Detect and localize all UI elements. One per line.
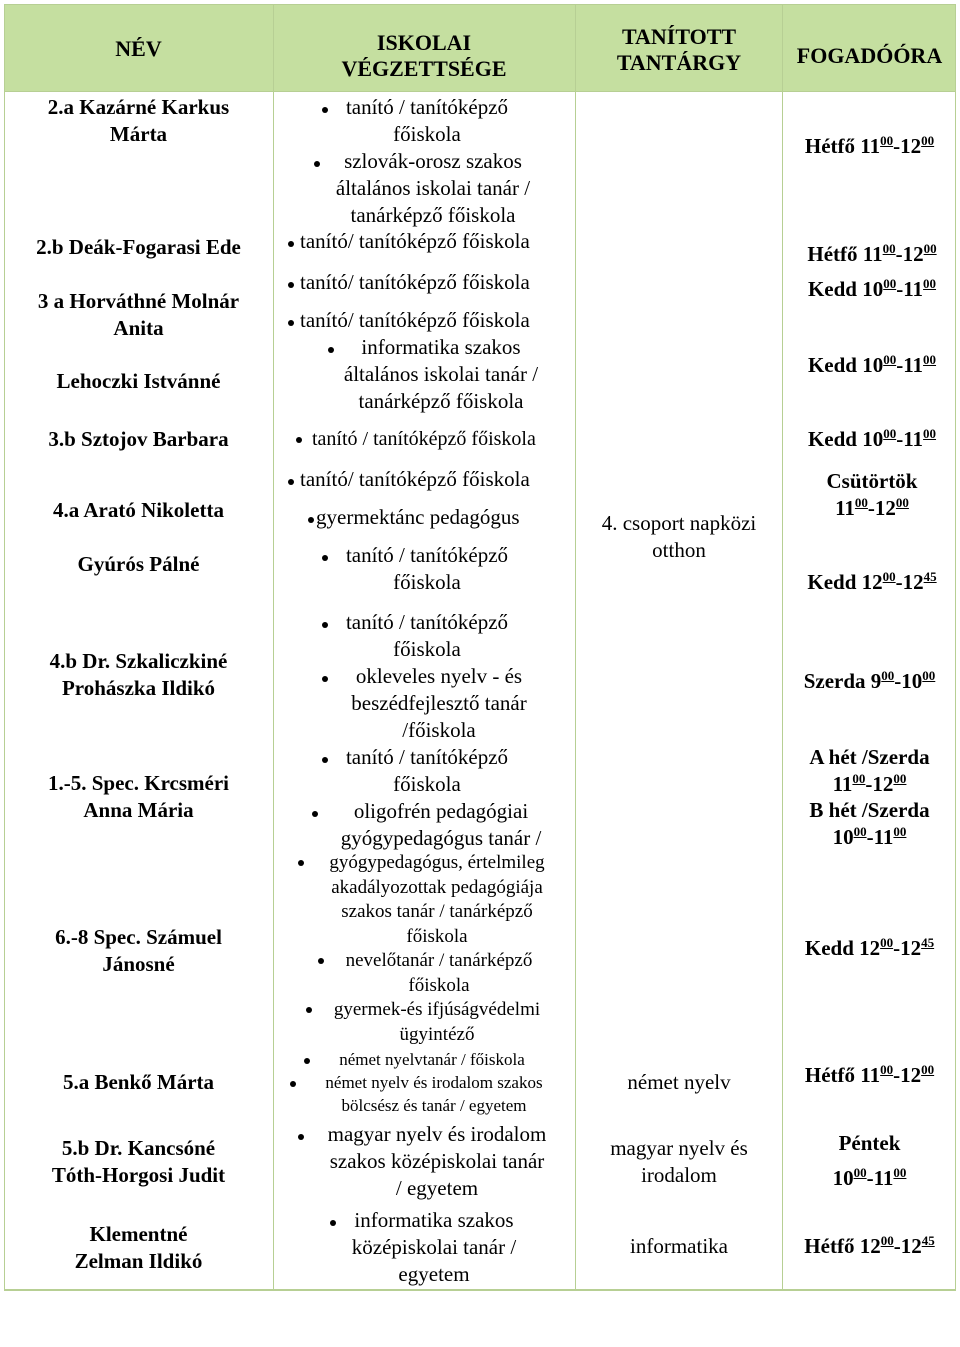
office-hour-5b: Péntek $10^{00}-11^{00}$ xyxy=(832,1131,907,1190)
bullet xyxy=(290,1081,296,1087)
teacher-name-4b: 4.b Dr. Szkaliczkiné Prohászka Ildikó xyxy=(49,649,228,700)
bullet xyxy=(322,757,328,763)
office-hour-spec-6-8: Kedd $12^{00}-12^{45}$ xyxy=(804,935,935,960)
qualification-5b-1: magyar nyelv és irodalom szakos középiskolai tanár / egyetem xyxy=(327,1122,547,1200)
row-divider xyxy=(4,1289,956,1290)
qualification-4b-2: okleveles nyelv - és beszédfejlesztő tanár /főiskola xyxy=(351,664,527,742)
bullet xyxy=(298,1134,304,1140)
row-divider xyxy=(4,91,956,92)
office-hour-klementne: Hétfő $12^{00}-12^{45}$ xyxy=(804,1233,935,1258)
teacher-name-spec-1-5: 1.-5. Spec. Krcsméri Anna Mária xyxy=(48,771,229,822)
teacher-name-4a-1: 4.a Arató Nikoletta xyxy=(53,498,224,522)
subject-klementne: informatika xyxy=(630,1234,728,1258)
bullet xyxy=(314,161,320,167)
teacher-name-5b: 5.b Dr. Kancsóné Tóth-Horgosi Judit xyxy=(51,1136,226,1187)
teacher-name-spec-6-8: 6.-8 Spec. Számuel Jánosné xyxy=(55,925,222,976)
office-hour-3a-2: Kedd $10^{00}-11^{00}$ xyxy=(807,352,937,377)
bullet xyxy=(288,320,294,326)
header-vegzettseg-1: ISKOLAI xyxy=(376,30,472,55)
office-hour-4b: Szerda $9^{00}-10^{00}$ xyxy=(803,668,936,693)
header-nev: NÉV xyxy=(115,36,162,61)
qualification-5a-2: német nyelv és irodalom szakos bölcsész és tanár / egyetem xyxy=(325,1073,543,1115)
bullet xyxy=(322,555,328,561)
qualification-2b-1: tanító/ tanítóképző főiskola xyxy=(300,229,530,253)
bullet xyxy=(322,107,328,113)
column-divider xyxy=(782,4,783,1289)
subject-5b: magyar nyelv és irodalom xyxy=(610,1136,748,1187)
bullet xyxy=(298,860,304,866)
bullet xyxy=(288,479,294,485)
bullet xyxy=(288,282,294,288)
bullet xyxy=(306,1007,312,1013)
bullet xyxy=(318,958,324,964)
subject-5a: német nyelv xyxy=(627,1070,731,1094)
office-hour-spec-1-5-b: B hét /Szerda $10^{00}-11^{00}$ xyxy=(809,798,930,849)
qualification-5a-1: német nyelvtanár / főiskola xyxy=(339,1050,525,1069)
office-hour-3b: Kedd $10^{00}-11^{00}$ xyxy=(807,426,937,451)
office-hour-2a: Hétfő $11^{00}-12^{00}$ xyxy=(804,133,935,158)
office-hour-5a: Hétfő $11^{00}-12^{00}$ xyxy=(804,1062,935,1087)
column-divider xyxy=(273,4,274,1289)
bullet xyxy=(288,241,294,247)
header-vegzettseg-2: VÉGZETTSÉGE xyxy=(341,56,507,81)
qualification-2a-1: tanító / tanítóképző főiskola xyxy=(345,95,509,146)
bullet xyxy=(304,1058,310,1064)
bullet xyxy=(330,1220,336,1226)
qualification-3a-2: tanító/ tanítóképző főiskola xyxy=(300,308,530,332)
qualification-4a-3: tanító / tanítóképző főiskola xyxy=(345,543,509,594)
teacher-name-2a: 2.a Kazárné Karkus Márta xyxy=(47,95,230,146)
qualification-3b-1: tanító / tanítóképző főiskola xyxy=(312,428,536,450)
qualification-3a-1: tanító/ tanítóképző főiskola xyxy=(300,270,530,294)
bullet xyxy=(296,437,302,443)
bullet xyxy=(308,517,314,523)
office-hour-2b: Hétfő $11^{00}-12^{00}$ xyxy=(807,241,937,266)
qualification-4a-2: gyermektánc pedagógus xyxy=(316,505,520,529)
header-targy-2: TANTÁRGY xyxy=(616,50,742,75)
teacher-name-3a-1: 3 a Horváthné Molnár Anita xyxy=(37,289,240,340)
qualification-spec-1-5-2: oligofrén pedagógiai gyógypedagógus tanár / xyxy=(340,799,542,850)
teacher-name-3a-2: Lehoczki Istvánné xyxy=(56,369,221,393)
qualification-spec-6-8-1: gyógypedagógus, értelmileg akadályozottak pedagógiája szakos tanár / tanárképző főiskola xyxy=(329,852,545,947)
header-targy-1: TANÍTOTT xyxy=(621,24,737,49)
qualification-4a-1: tanító/ tanítóképző főiskola xyxy=(300,467,530,491)
teacher-name-2b: 2.b Deák-Fogarasi Ede xyxy=(36,235,241,259)
column-divider xyxy=(575,4,576,1289)
qualification-spec-6-8-2: nevelőtanár / tanárképző főiskola xyxy=(345,950,533,996)
office-hour-4a-2: Kedd $12^{00}-12^{45}$ xyxy=(807,569,937,594)
teacher-name-3b: 3.b Sztojov Barbara xyxy=(48,427,229,451)
teacher-name-5a: 5.a Benkő Márta xyxy=(62,1070,215,1094)
office-hour-spec-1-5-a: A hét /Szerda $11^{00}-12^{00}$ xyxy=(809,745,930,796)
office-hour-3a-1: Kedd $10^{00}-11^{00}$ xyxy=(807,276,937,301)
teacher-name-4a-2: Gyúrós Pálné xyxy=(77,552,200,576)
qualification-spec-1-5-1: tanító / tanítóképző főiskola xyxy=(345,745,509,796)
qualification-klementne-1: informatika szakos középiskolai tanár / egyetem xyxy=(351,1208,517,1286)
qualification-2a-2: szlovák-orosz szakos általános iskolai tanár / tanárképző főiskola xyxy=(335,149,531,227)
qualification-3a-3: informatika szakos általános iskolai tanár / tanárképző főiskola xyxy=(343,335,539,413)
subject-4a: 4. csoport napközi otthon xyxy=(601,511,757,562)
qualification-4b-1: tanító / tanítóképző főiskola xyxy=(345,610,509,661)
qualification-spec-6-8-3: gyermek-és ifjúságvédelmi ügyintéző xyxy=(333,999,541,1045)
office-hour-4a-1: Csütörtök $11^{00}-12^{00}$ xyxy=(826,469,918,520)
teacher-name-klementne: Klementné Zelman Ildikó xyxy=(74,1222,203,1273)
bullet xyxy=(322,622,328,628)
header-fogadoora: FOGADÓÓRA xyxy=(796,43,943,68)
